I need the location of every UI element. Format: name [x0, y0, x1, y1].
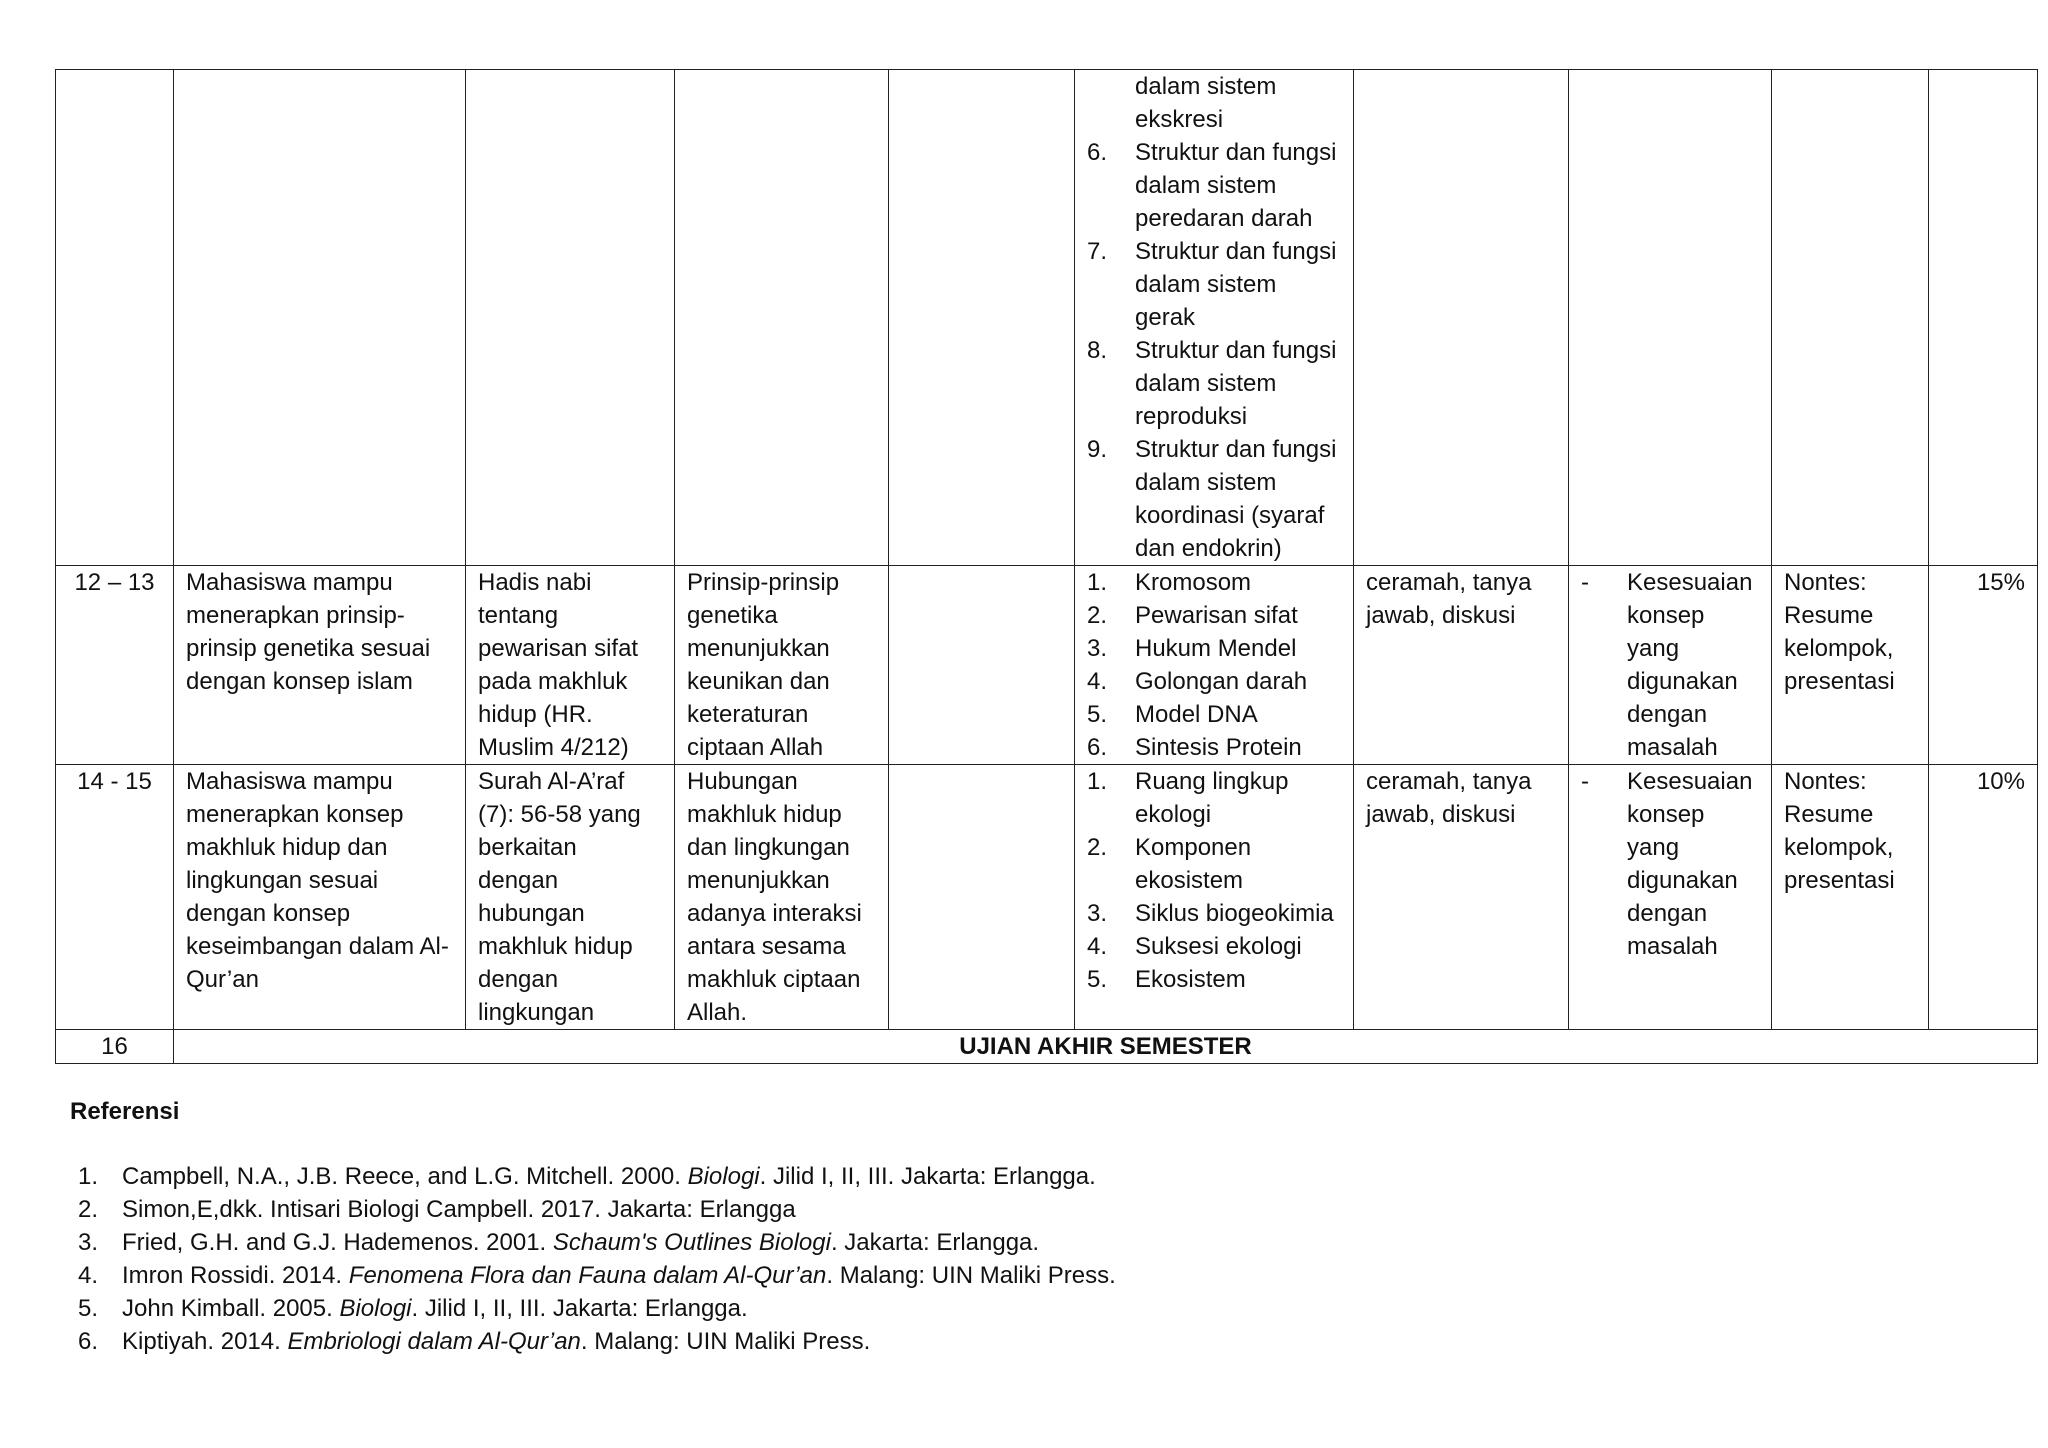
topic-list: [1087, 70, 1341, 565]
cell-col5: [889, 70, 1075, 566]
final-exam-label: UJIAN AKHIR SEMESTER: [174, 1030, 2038, 1064]
cell-week: 16: [56, 1030, 174, 1064]
cell-indicator: [1569, 765, 1772, 1030]
cell-week: 14 - 15: [56, 765, 174, 1030]
indicator-list: [1581, 765, 1759, 963]
list-item: 4. Suksesi ekologi: [1087, 933, 1302, 960]
list-item: 5. Model DNA: [1087, 701, 1258, 728]
cell-col5: [889, 566, 1075, 765]
cell-method: [1354, 70, 1569, 566]
table-row-final-exam: [56, 1030, 2038, 1064]
references-heading: Referensi: [70, 1098, 180, 1125]
reference-item: 6. Kiptiyah. 2014. Embriologi dalam Al-Qur’an. Malang: UIN Maliki Press.: [78, 1328, 871, 1355]
cell-weight: 15%: [1929, 566, 2038, 765]
cell-assessment: [1772, 70, 1929, 566]
cell-integration-source: Surah Al-A’raf (7): 56-58 yang berkaitan dengan hubungan makhluk hidup dengan lingkungan: [466, 765, 675, 1030]
references-list: [78, 1160, 1478, 1358]
cell-integration-value: [675, 70, 889, 566]
list-item: dalam sistem ekskresi: [1135, 73, 1277, 133]
list-item: 3. Hukum Mendel: [1087, 635, 1297, 662]
list-item: 1. Kromosom: [1087, 569, 1252, 596]
cell-integration-source: [466, 70, 675, 566]
list-item: 3. Siklus biogeokimia: [1087, 900, 1334, 927]
reference-item: 5. John Kimball. 2005. Biologi. Jilid I, II, III. Jakarta: Erlangga.: [78, 1295, 748, 1322]
reference-item: 4. Imron Rossidi. 2014. Fenomena Flora dan Fauna dalam Al-Qur’an. Malang: UIN Maliki Press.: [78, 1262, 1116, 1289]
cell-assessment: Nontes: Resume kelompok, presentasi: [1772, 566, 1929, 765]
table-row: [56, 566, 2038, 765]
table-row-continuation: [56, 70, 2038, 566]
list-item: 4. Golongan darah: [1087, 668, 1308, 695]
cell-integration-source: Hadis nabi tentang pewarisan sifat pada makhluk hidup (HR. Muslim 4/212): [466, 566, 675, 765]
cell-outcome: Mahasiswa mampu menerapkan prinsip-prinsip genetika sesuai dengan konsep islam: [174, 566, 466, 765]
list-item: 7. Struktur dan fungsi dalam sistem gerak: [1087, 238, 1337, 331]
reference-item: 1. Campbell, N.A., J.B. Reece, and L.G. Mitchell. 2000. Biologi. Jilid I, II, III. Jakarta: Erlangga.: [78, 1163, 1096, 1190]
cell-assessment: Nontes: Resume kelompok, presentasi: [1772, 765, 1929, 1030]
cell-method: ceramah, tanya jawab, diskusi: [1354, 765, 1569, 1030]
cell-weight: [1929, 70, 2038, 566]
cell-topics: [1075, 765, 1354, 1030]
cell-outcome: [174, 70, 466, 566]
list-item: 2. Pewarisan sifat: [1087, 602, 1298, 629]
list-item: 6. Struktur dan fungsi dalam sistem peredaran darah: [1087, 139, 1337, 232]
cell-integration-value: Prinsip-prinsip genetika menunjukkan keunikan dan keteraturan ciptaan Allah: [675, 566, 889, 765]
reference-item: 3. Fried, G.H. and G.J. Hademenos. 2001. Schaum's Outlines Biologi. Jakarta: Erlangga.: [78, 1229, 1040, 1256]
topic-list: [1087, 566, 1341, 764]
topic-list: [1087, 765, 1341, 996]
cell-method: ceramah, tanya jawab, diskusi: [1354, 566, 1569, 765]
cell-topics: [1075, 70, 1354, 566]
cell-indicator: [1569, 566, 1772, 765]
cell-integration-value: Hubungan makhluk hidup dan lingkungan menunjukkan adanya interaksi antara sesama makhluk ciptaan Allah.: [675, 765, 889, 1030]
cell-col5: [889, 765, 1075, 1030]
cell-outcome: Mahasiswa mampu menerapkan konsep makhluk hidup dan lingkungan sesuai dengan konsep keseimbangan dalam Al-Qur’an: [174, 765, 466, 1030]
cell-week: [56, 70, 174, 566]
list-item: 2. Komponen ekosistem: [1087, 834, 1252, 894]
rps-table: [55, 69, 2038, 1064]
table-row: [56, 765, 2038, 1030]
indicator-list: [1581, 566, 1759, 764]
list-item: 5. Ekosistem: [1087, 966, 1246, 993]
list-item: - Kesesuaian konsep yang digunakan dengan masalah: [1581, 768, 1753, 960]
list-item: - Kesesuaian konsep yang digunakan dengan masalah: [1581, 569, 1753, 761]
list-item: 8. Struktur dan fungsi dalam sistem reproduksi: [1087, 337, 1337, 430]
reference-item: 2. Simon,E,dkk. Intisari Biologi Campbell. 2017. Jakarta: Erlangga: [78, 1196, 796, 1223]
cell-topics: [1075, 566, 1354, 765]
list-item: 1. Ruang lingkup ekologi: [1087, 768, 1289, 828]
cell-weight: 10%: [1929, 765, 2038, 1030]
list-item: 9. Struktur dan fungsi dalam sistem koordinasi (syaraf dan endokrin): [1087, 436, 1337, 562]
list-item: 6. Sintesis Protein: [1087, 734, 1302, 761]
cell-week: 12 – 13: [56, 566, 174, 765]
cell-indicator: [1569, 70, 1772, 566]
